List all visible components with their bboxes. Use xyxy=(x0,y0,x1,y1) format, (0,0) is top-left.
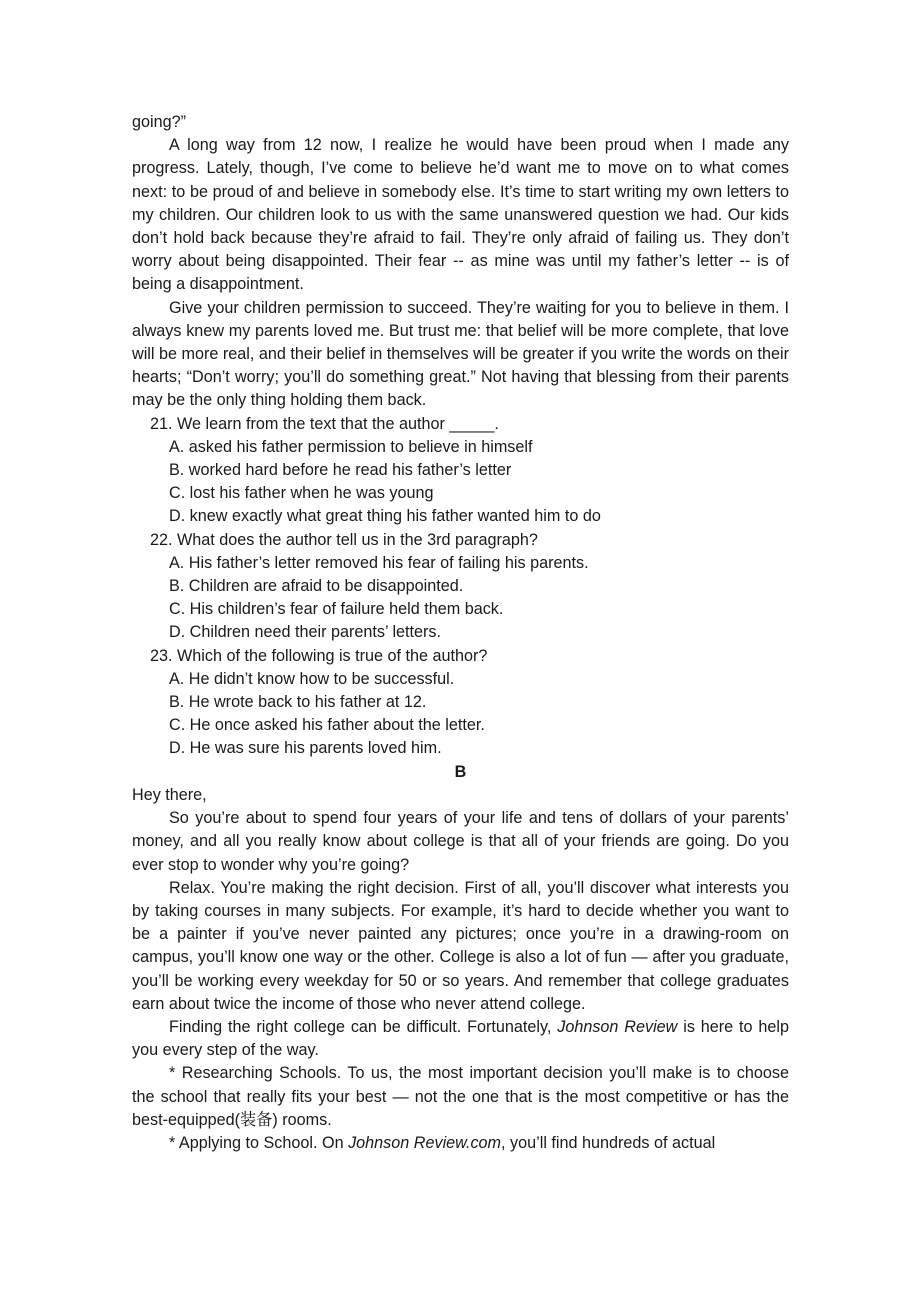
text-run: , you’ll find hundreds of actual xyxy=(501,1133,716,1152)
bullet-applying-to-school xyxy=(132,1132,789,1155)
option-d: D. Children need their parents’ letters. xyxy=(169,623,442,642)
option-b: B. worked hard before he read his father’s letter xyxy=(169,461,512,480)
option-d: D. He was sure his parents loved him. xyxy=(169,739,442,758)
italic-website: Johnson Review.com xyxy=(348,1133,502,1152)
question-stem: 22. What does the author tell us in the 3rd paragraph? xyxy=(150,530,538,549)
option-c: C. lost his father when he was young xyxy=(169,484,434,503)
question-stem: 21. We learn from the text that the author _____. xyxy=(150,414,499,433)
question-22 xyxy=(132,529,789,645)
text-run: * Applying to School. On xyxy=(169,1133,349,1152)
continued-line: going?” xyxy=(132,113,187,131)
question-23 xyxy=(132,645,789,761)
text-run: is here to help you every step of the way. xyxy=(132,1017,789,1060)
section-title: B xyxy=(454,762,467,781)
option-a: A. asked his father permission to believe in himself xyxy=(169,437,533,456)
passage-b-paragraph-2: Relax. You’re making the right decision. First of all, you’ll discover what interests you by taking courses in many subjects. For example, it’s hard to decide whether you want to be a painter if you’ve never painted any pictures; once you’re in a drawing-room on campus, you’ll know one way or the other. College is also a lot of fun — after you graduate, you’ll be working every weekday for 50 or so years. And remember that college graduates earn about twice the income of those who never attend college. xyxy=(132,878,789,1013)
option-a: A. His father’s letter removed his fear of failing his parents. xyxy=(169,553,589,572)
option-d: D. knew exactly what great thing his father wanted him to do xyxy=(169,507,601,526)
option-c: C. He once asked his father about the letter. xyxy=(169,716,485,735)
document-page xyxy=(132,111,789,1155)
option-a: A. He didn’t know how to be successful. xyxy=(169,669,455,688)
question-21 xyxy=(132,413,789,529)
italic-title: Johnson Review xyxy=(557,1017,678,1036)
passage-a-paragraph-1: A long way from 12 now, I realize he would have been proud when I made any progress. Lately, though, I’ve come to believe he’d want me to move on to what comes next: to be proud of and believe in somebody else. It’s time to start writing my own letters to my children. Our children look to us with the same unanswered question we had. Our kids don’t hold back because they’re afraid to fail. They’re only afraid of failing us. They don’t worry about being disappointed. Their fear -- as mine was until my father’s letter -- is of being a disappointment. xyxy=(132,136,789,294)
text-run: Finding the right college can be difficult. Fortunately, xyxy=(169,1017,558,1036)
letter-greeting: Hey there, xyxy=(132,785,207,804)
passage-a-paragraph-2: Give your children permission to succeed. They’re waiting for you to believe in them. I always knew my parents loved me. But trust me: that belief will be more complete, that love will be more real, and their belief in themselves will be greater if you write the words on their hearts; “Don’t worry; you’ll do something great.” Not having that blessing from their parents may be the only thing holding them back. xyxy=(132,298,789,410)
passage-b-paragraph-1: So you’re about to spend four years of your life and tens of dollars of your parents’ money, and all you really know about college is that all of your friends are going. Do you ever stop to wonder why you’re going? xyxy=(132,809,789,874)
option-c: C. His children’s fear of failure held them back. xyxy=(169,600,504,619)
option-b: B. He wrote back to his father at 12. xyxy=(169,693,427,712)
bullet-researching-schools: * Researching Schools. To us, the most important decision you’ll make is to choose the school that really fits your best — not the one that is the most competitive or has the best-equipped(装备) rooms. xyxy=(132,1064,789,1129)
question-stem: 23. Which of the following is true of the author? xyxy=(150,646,488,665)
passage-b-paragraph-3 xyxy=(132,1016,789,1062)
option-b: B. Children are afraid to be disappointed. xyxy=(169,577,464,596)
